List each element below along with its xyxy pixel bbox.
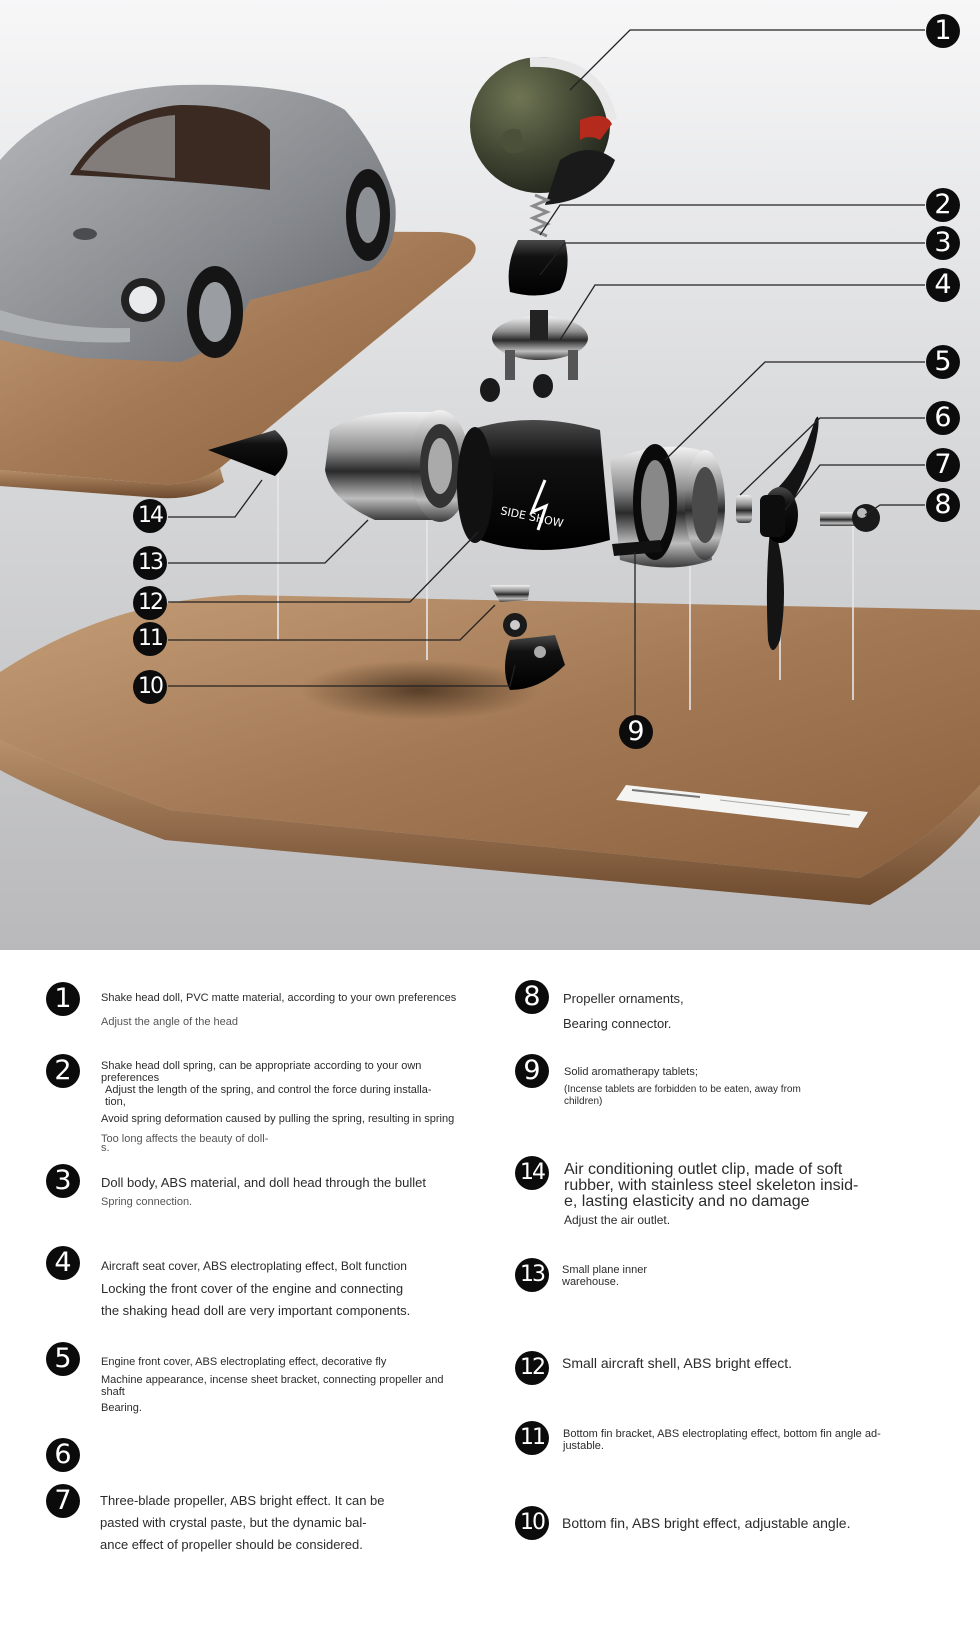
legend-text: Shake head doll spring, can be appropriate according to your own preferences <box>101 1060 422 1084</box>
legend-text: e, lasting elasticity and no damage <box>564 1193 810 1210</box>
legend-number: 7 <box>46 1484 80 1518</box>
legend-number: 13 <box>515 1258 549 1292</box>
legend-text: s. <box>101 1142 110 1154</box>
legend-number: 8 <box>515 980 549 1014</box>
legend-text: (Incense tablets are forbidden to be eaten, away from children) <box>564 1084 801 1107</box>
propeller-bearing <box>736 495 752 523</box>
callout-4: 4 <box>926 268 960 302</box>
callout-5: 5 <box>926 345 960 379</box>
legend-text: Bottom fin, ABS bright effect, adjustable angle. <box>562 1515 851 1531</box>
legend-number: 14 <box>515 1156 549 1190</box>
legend-text: justable. <box>563 1440 604 1452</box>
legend-text: Bearing connector. <box>563 1016 672 1031</box>
callout-13: 13 <box>133 546 167 580</box>
callout-8: 8 <box>926 488 960 522</box>
callout-2: 2 <box>926 188 960 222</box>
legend-text: Small aircraft shell, ABS bright effect. <box>562 1355 793 1371</box>
callout-11: 11 <box>133 622 167 656</box>
legend-text: tion, <box>105 1096 126 1108</box>
legend-number: 11 <box>515 1421 549 1455</box>
legend-text: Propeller ornaments, <box>563 991 684 1006</box>
legend-text: Engine front cover, ABS electroplating effect, decorative fly <box>101 1356 387 1368</box>
legend-number: 3 <box>46 1164 80 1198</box>
callout-6: 6 <box>926 401 960 435</box>
legend-text: Aircraft seat cover, ABS electroplating effect, Bolt function <box>101 1259 407 1273</box>
callout-3: 3 <box>926 226 960 260</box>
legend-text: Three-blade propeller, ABS bright effect. It can be <box>100 1493 385 1508</box>
legend-text: Adjust the angle of the head <box>101 1016 238 1028</box>
brand-text: SIDE SHOW <box>499 504 565 531</box>
legend-text: Avoid spring deformation caused by pulling the spring, resulting in spring <box>101 1113 455 1125</box>
doll-body <box>509 240 568 296</box>
callout-10: 10 <box>133 670 167 704</box>
legend-number: 12 <box>515 1351 549 1385</box>
legend-number: 10 <box>515 1506 549 1540</box>
legend-text: Solid aromatherapy tablets; <box>564 1066 698 1078</box>
legend-text: Doll body, ABS material, and doll head through the bullet <box>101 1175 426 1190</box>
callout-14: 14 <box>133 499 167 533</box>
callout-9: 9 <box>619 715 653 749</box>
legend-text: warehouse. <box>562 1276 619 1288</box>
callout-7: 7 <box>926 448 960 482</box>
callout-1: 1 <box>926 14 960 48</box>
legend-number: 5 <box>46 1342 80 1376</box>
legend-text: ance effect of propeller should be considered. <box>100 1537 363 1552</box>
legend-text: Machine appearance, incense sheet bracket, connecting propeller and shaft <box>101 1374 444 1398</box>
callout-12: 12 <box>133 586 167 620</box>
legend-text: rubber, with stainless steel skeleton insid- <box>564 1177 859 1194</box>
legend-number: 1 <box>46 982 80 1016</box>
legend-text: Adjust the air outlet. <box>564 1213 671 1227</box>
legend-number: 9 <box>515 1054 549 1088</box>
legend-text: Air conditioning outlet clip, made of soft <box>564 1161 843 1178</box>
legend-text: Shake head doll, PVC matte material, according to your own preferences <box>101 992 457 1004</box>
legend-text: Bearing. <box>101 1402 142 1414</box>
legend-text: pasted with crystal paste, but the dynamic bal- <box>100 1515 367 1530</box>
legend-number: 6 <box>46 1438 80 1472</box>
legend-text: Spring connection. <box>101 1196 193 1208</box>
legend-text: Too long affects the beauty of doll- <box>101 1133 269 1145</box>
legend-text: Locking the front cover of the engine and connecting <box>101 1281 404 1296</box>
legend-number: 4 <box>46 1246 80 1280</box>
legend-text: Adjust the length of the spring, and control the force during installa- <box>105 1084 432 1096</box>
legend-text: Small plane inner <box>562 1264 647 1276</box>
legend-number: 2 <box>46 1054 80 1088</box>
parts-legend <box>0 950 980 1625</box>
legend-text: the shaking head doll are very important components. <box>101 1303 411 1318</box>
legend-text: Bottom fin bracket, ABS electroplating effect, bottom fin angle ad- <box>563 1428 881 1440</box>
aircraft-shell <box>457 420 610 550</box>
